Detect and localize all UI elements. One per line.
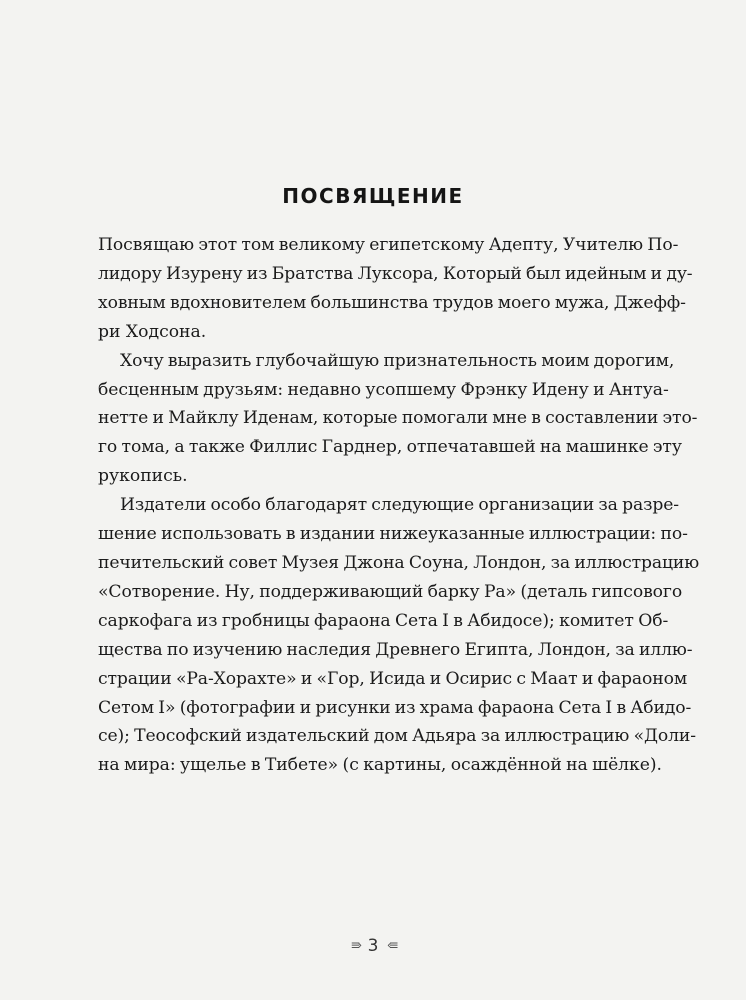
text-line: Сетом I» (фотографии и рисунки из храма фараона Сета I в Абидо- <box>98 697 692 718</box>
text-line: го тома, а также Филлис Гарднер, отпечатавшей на машинке эту <box>98 437 682 458</box>
text-line: страции «Ра-Хорахте» и «Гор, Исида и Осирис с Маат и фараоном <box>98 668 688 689</box>
page-number: 3 <box>367 936 379 956</box>
body-text <box>98 231 700 780</box>
text-line: шение использовать в издании нижеуказанные иллюстрации: по- <box>98 524 688 545</box>
page-title: ПОСВЯЩЕНИЕ <box>282 184 464 208</box>
right-ornament-icon: ‹≡ <box>386 938 396 952</box>
text-line: ри Ходсона. <box>98 321 207 342</box>
text-line: нетте и Майклу Иденам, которые помогали мне в составлении это- <box>98 408 698 429</box>
text-line: бесценным друзьям: недавно усопшему Фрэнку Идену и Антуа- <box>98 379 669 400</box>
text-line: се); Теософский издательский дом Адьяра за иллюстрацию «Доли- <box>98 726 696 747</box>
text-line: Посвящаю этот том великому египетскому Адепту, Учителю По- <box>98 235 679 255</box>
text-line: лидору Изурену из Братства Луксора, Который был идейным и ду- <box>98 263 693 284</box>
left-ornament-icon: ≡› <box>350 938 360 952</box>
text-line: рукопись. <box>98 466 188 487</box>
text-line: Издатели особо благодарят следующие организации за разре- <box>120 495 679 516</box>
text-line: «Сотворение. Ну, поддерживающий барку Ра» (деталь гипсового <box>98 581 683 602</box>
text-line: саркофага из гробницы фараона Сета I в Абидосе); комитет Об- <box>98 610 669 631</box>
paragraph-gratitude <box>98 347 698 492</box>
page-folio <box>0 936 746 956</box>
text-line: Хочу выразить глубочайшую признательность моим дорогим, <box>120 350 675 371</box>
paragraph-publishers-thanks <box>98 491 700 780</box>
text-line: щества по изучению наследия Древнего Египта, Лондон, за иллю- <box>98 639 693 660</box>
text-line: ховным вдохновителем большинства трудов моего мужа, Джефф- <box>98 292 686 313</box>
paragraph-dedication <box>98 231 693 347</box>
text-line: на мира: ущелье в Тибете» (с картины, осаждённой на шёлке). <box>98 755 662 776</box>
text-line: печительский совет Музея Джона Соуна, Лондон, за иллюстрацию <box>98 552 700 573</box>
